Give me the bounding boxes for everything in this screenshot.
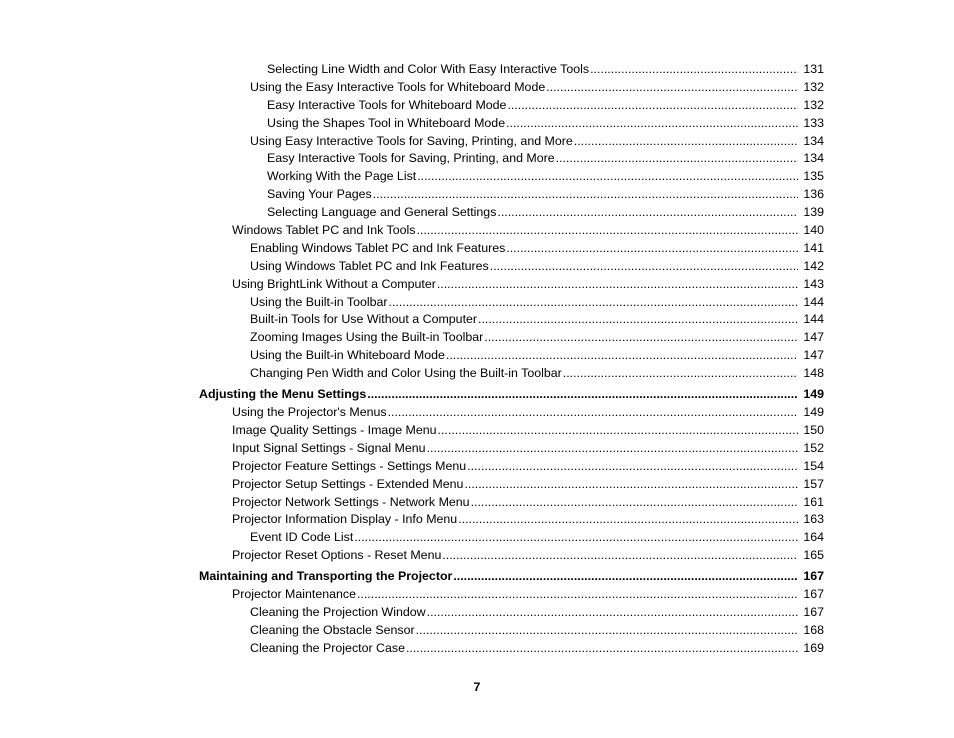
toc-entry[interactable] [0,494,954,512]
toc-entry-page: 163 [803,512,824,527]
dot-leader [416,622,798,640]
toc-entry-title: Projector Information Display - Info Menu [232,512,458,527]
toc-entry-title: Zooming Images Using the Built-in Toolbar [250,330,484,345]
dot-leader [453,568,798,586]
toc-entry[interactable] [0,115,954,133]
toc-entry-title: Saving Your Pages [267,187,372,202]
toc-entry-page: 136 [803,187,824,202]
dot-leader [446,347,798,365]
dot-leader [442,547,798,565]
toc-entry-page: 147 [803,330,824,345]
toc-entry[interactable] [0,294,954,312]
toc-entry[interactable] [0,79,954,97]
toc-entry-page: 149 [803,387,824,402]
toc-entry[interactable] [0,511,954,529]
toc-entry-title: Cleaning the Projection Window [250,605,426,620]
dot-leader [478,311,798,329]
toc-entry-page: 168 [803,622,824,637]
toc-entry-page: 135 [803,169,824,184]
toc-entry-title: Input Signal Settings - Signal Menu [232,440,426,455]
page-number: 7 [473,680,481,694]
toc-entry-title: Using the Built-in Whiteboard Mode [250,348,445,363]
toc-entry[interactable] [0,168,954,186]
toc-entry-title: Using the Easy Interactive Tools for Whiteboard Mode [250,79,546,94]
toc-entry-title: Image Quality Settings - Image Menu [232,423,437,437]
toc-entry-title: Using the Built-in Toolbar [250,294,388,309]
toc-entry-page: 131 [803,62,824,76]
toc-entry[interactable] [0,404,954,422]
dot-leader [563,365,798,383]
toc-entry-page: 144 [803,294,824,309]
dot-leader [373,186,798,204]
toc-entry-title: Windows Tablet PC and Ink Tools [232,223,416,238]
dot-leader [590,61,798,79]
toc-entry-title: Selecting Line Width and Color With Easy Interactive Tools [267,62,590,76]
dot-leader [484,329,798,347]
dot-leader [427,440,798,458]
toc-entry-title: Projector Setup Settings - Extended Menu [232,476,464,491]
toc-entry-title: Cleaning the Projector Case [250,640,405,655]
toc-entry-page: 164 [803,530,824,545]
toc-entry-page: 167 [803,605,824,620]
toc-entry-page: 147 [803,348,824,363]
toc-entry[interactable] [0,458,954,476]
toc-entry-title: Using Easy Interactive Tools for Saving, Printing, and More [250,133,573,148]
toc-entry[interactable] [0,529,954,547]
toc-entry-title: Easy Interactive Tools for Whiteboard Mode [267,97,507,112]
toc-entry[interactable] [0,222,954,240]
toc-entry-title: Using the Projector's Menus [232,405,387,420]
toc-entry-title: Enabling Windows Tablet PC and Ink Features [250,240,506,255]
toc-entry[interactable] [0,276,954,294]
toc-entry[interactable] [0,547,954,565]
toc-entry-page: 134 [803,151,824,166]
toc-entry-page: 150 [803,423,824,437]
dot-leader [546,79,798,97]
toc-entry[interactable] [0,347,954,365]
table-of-contents [0,61,954,658]
toc-entry-title: Easy Interactive Tools for Saving, Printing, and More [267,151,555,166]
toc-entry[interactable] [0,258,954,276]
toc-entry[interactable] [0,476,954,494]
toc-entry-title: Projector Maintenance [232,587,356,602]
toc-entry[interactable] [0,150,954,168]
toc-entry-page: 167 [803,569,824,584]
toc-entry-page: 139 [803,205,824,220]
dot-leader [417,168,798,186]
toc-entry-title: Event ID Code List [250,530,354,545]
toc-entry[interactable] [0,640,954,658]
dot-leader [497,204,798,222]
dot-leader [506,115,798,133]
toc-entry[interactable] [0,97,954,115]
dot-leader [406,640,798,658]
toc-entry-title: Adjusting the Menu Settings [199,387,367,402]
toc-chapter-entry[interactable] [0,568,954,586]
toc-entry[interactable] [0,61,954,79]
toc-entry-page: 140 [803,223,824,238]
dot-leader [490,258,798,276]
dot-leader [427,604,798,622]
toc-entry[interactable] [0,329,954,347]
toc-entry-page: 141 [803,240,824,255]
toc-entry[interactable] [0,186,954,204]
toc-entry-page: 133 [803,115,824,130]
dot-leader [556,150,798,168]
toc-entry-title: Maintaining and Transporting the Projector [199,569,453,584]
toc-entry-page: 157 [803,476,824,491]
toc-entry[interactable] [0,586,954,604]
toc-entry-page: 144 [803,312,824,327]
dot-leader [471,494,798,512]
dot-leader [458,511,798,529]
dot-leader [416,222,798,240]
toc-entry-title: Using BrightLink Without a Computer [232,276,436,291]
toc-chapter-entry[interactable] [0,386,954,404]
toc-entry-title: Projector Reset Options - Reset Menu [232,548,442,563]
toc-entry[interactable] [0,604,954,622]
dot-leader [357,586,798,604]
toc-entry-page: 142 [803,258,824,273]
toc-entry-page: 169 [803,640,824,655]
toc-entry-page: 132 [803,97,824,112]
toc-entry-page: 154 [803,458,824,473]
toc-entry[interactable] [0,440,954,458]
toc-entry-page: 161 [803,494,824,509]
toc-entry[interactable] [0,311,954,329]
toc-entry-title: Built-in Tools for Use Without a Computer [250,312,478,327]
toc-entry-page: 165 [803,548,824,563]
toc-entry-page: 148 [803,366,824,381]
dot-leader [389,294,798,312]
toc-entry-page: 132 [803,79,824,94]
toc-entry[interactable] [0,365,954,383]
toc-entry[interactable] [0,422,954,440]
toc-entry-page: 134 [803,133,824,148]
toc-entry-title: Selecting Language and General Settings [267,205,497,220]
dot-leader [354,529,798,547]
toc-entry-page: 167 [803,587,824,602]
dot-leader [388,404,798,422]
toc-entry-title: Cleaning the Obstacle Sensor [250,622,415,637]
dot-leader [367,386,798,404]
dot-leader [438,422,798,440]
toc-entry[interactable] [0,133,954,151]
dot-leader [437,276,798,294]
toc-entry[interactable] [0,622,954,640]
dot-leader [506,240,798,258]
toc-entry-title: Changing Pen Width and Color Using the Built-in Toolbar [250,366,562,381]
toc-entry-title: Using the Shapes Tool in Whiteboard Mode [267,115,506,130]
toc-entry-page: 152 [803,440,824,455]
toc-entry-page: 149 [803,405,824,420]
toc-entry-title: Using Windows Tablet PC and Ink Features [250,258,489,273]
toc-entry-title: Projector Feature Settings - Settings Menu [232,458,467,473]
dot-leader [467,458,798,476]
toc-entry-title: Working With the Page List [267,169,417,184]
dot-leader [464,476,798,494]
toc-entry-page: 143 [803,276,824,291]
dot-leader [507,97,798,115]
toc-entry[interactable] [0,204,954,222]
toc-entry-title: Projector Network Settings - Network Menu [232,494,470,509]
dot-leader [574,133,798,151]
toc-entry[interactable] [0,240,954,258]
